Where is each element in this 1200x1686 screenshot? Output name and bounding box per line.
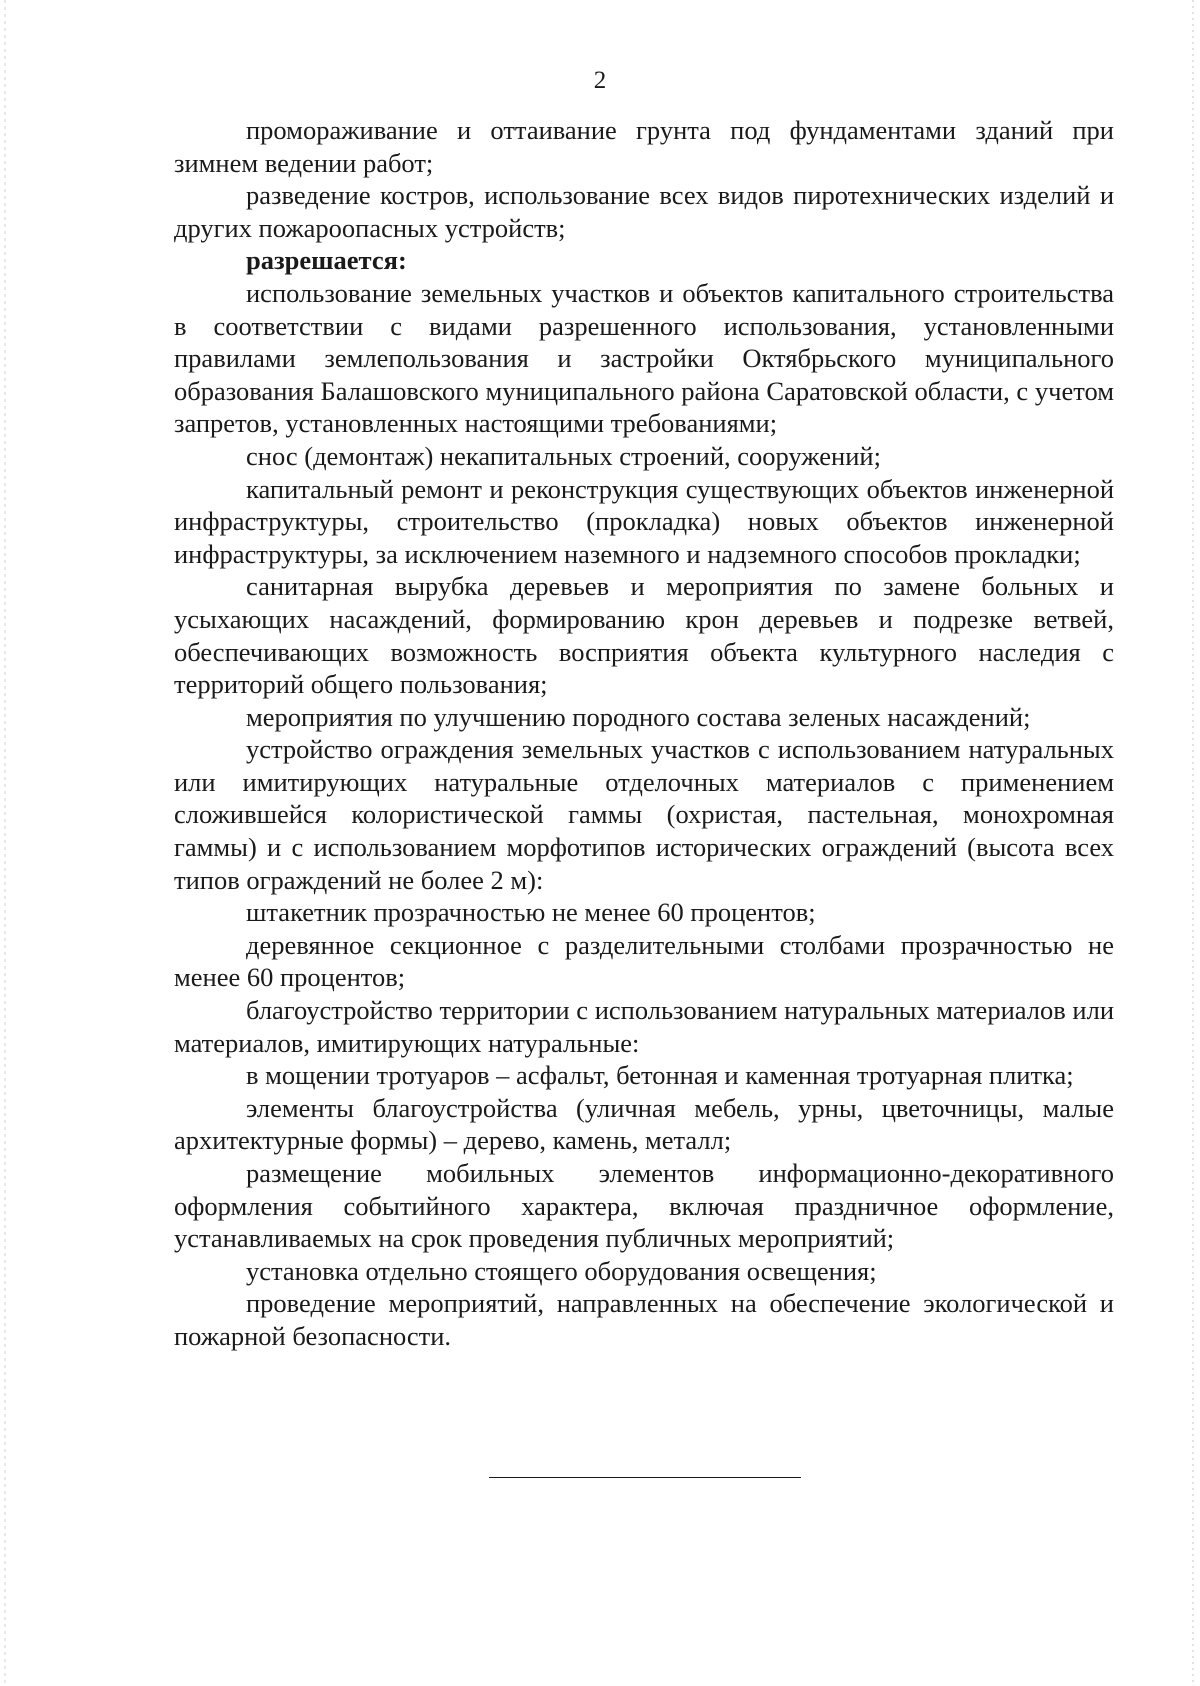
paragraph: капитальный ремонт и реконструкция существующих объектов инженерной инфраструктуры, строительство (прокладка) новых объектов инженерной инфраструктуры, за исключением наземного и надземного способов прокладки;	[174, 473, 1114, 569]
paragraph: разведение костров, использование всех видов пиротехнических изделий и других пожароопасных устройств;	[174, 180, 1114, 243]
paragraph: проведение мероприятий, направленных на обеспечение экологической и пожарной безопасности.	[174, 1288, 1114, 1351]
end-of-document-rule	[489, 1477, 801, 1478]
paragraph: деревянное секционное с разделительными столбами прозрачностью не менее 60 процентов;	[174, 929, 1114, 993]
paragraph: элементы благоустройства (уличная мебель, урны, цветочницы, малые архитектурные формы) – дерево, камень, металл;	[174, 1092, 1114, 1156]
paragraph: снос (демонтаж) некапитальных строений, сооружений;	[246, 440, 881, 471]
paragraph: санитарная вырубка деревьев и мероприятия по замене больных и усыхающих насаждений, формированию крон деревьев и подрезке ветвей, обеспечивающих возможность восприятия объекта культурного наследия с территорий общего пользования;	[174, 571, 1114, 700]
paragraph: устройство ограждения земельных участков с использованием натуральных или имитирующих натуральные отделочных материалов с применением сложившейся колористической гаммы (охристая, пастельная, монохромная гаммы) и с использованием морфотипов исторических ограждений (высота всех типов ограждений не более 2 м):	[174, 734, 1114, 895]
scan-edge-left	[4, 0, 6, 1686]
scan-edge-right	[1192, 0, 1194, 1686]
document-body	[174, 114, 1114, 1353]
paragraph: установка отдельно стоящего оборудования освещения;	[246, 1255, 877, 1286]
section-heading: разрешается:	[246, 245, 407, 276]
page-number: 2	[593, 67, 607, 94]
paragraph: штакетник прозрачностью не менее 60 процентов;	[246, 897, 816, 928]
paragraph: использование земельных участков и объектов капитального строительства в соответствии с видами разрешенного использования, установленными правилами землепользования и застройки Октябрьского муниципального образования Балашовского муниципального района Саратовской области, с учетом запретов, установленных настоящими требованиями;	[174, 277, 1114, 439]
paragraph: мероприятия по улучшению породного состава зеленых насаждений;	[246, 701, 1031, 732]
paragraph: размещение мобильных элементов информационно-декоративного оформления событийного характера, включая праздничное оформление, устанавливаемых на срок проведения публичных мероприятий;	[174, 1158, 1114, 1254]
paragraph: благоустройство территории с использованием натуральных материалов или материалов, имитирующих натуральные:	[174, 995, 1114, 1058]
paragraph: промораживание и оттаивание грунта под фундаментами зданий при зимнем ведении работ;	[174, 115, 1114, 178]
paragraph: в мощении тротуаров – асфальт, бетонная и каменная тротуарная плитка;	[246, 1060, 1074, 1091]
